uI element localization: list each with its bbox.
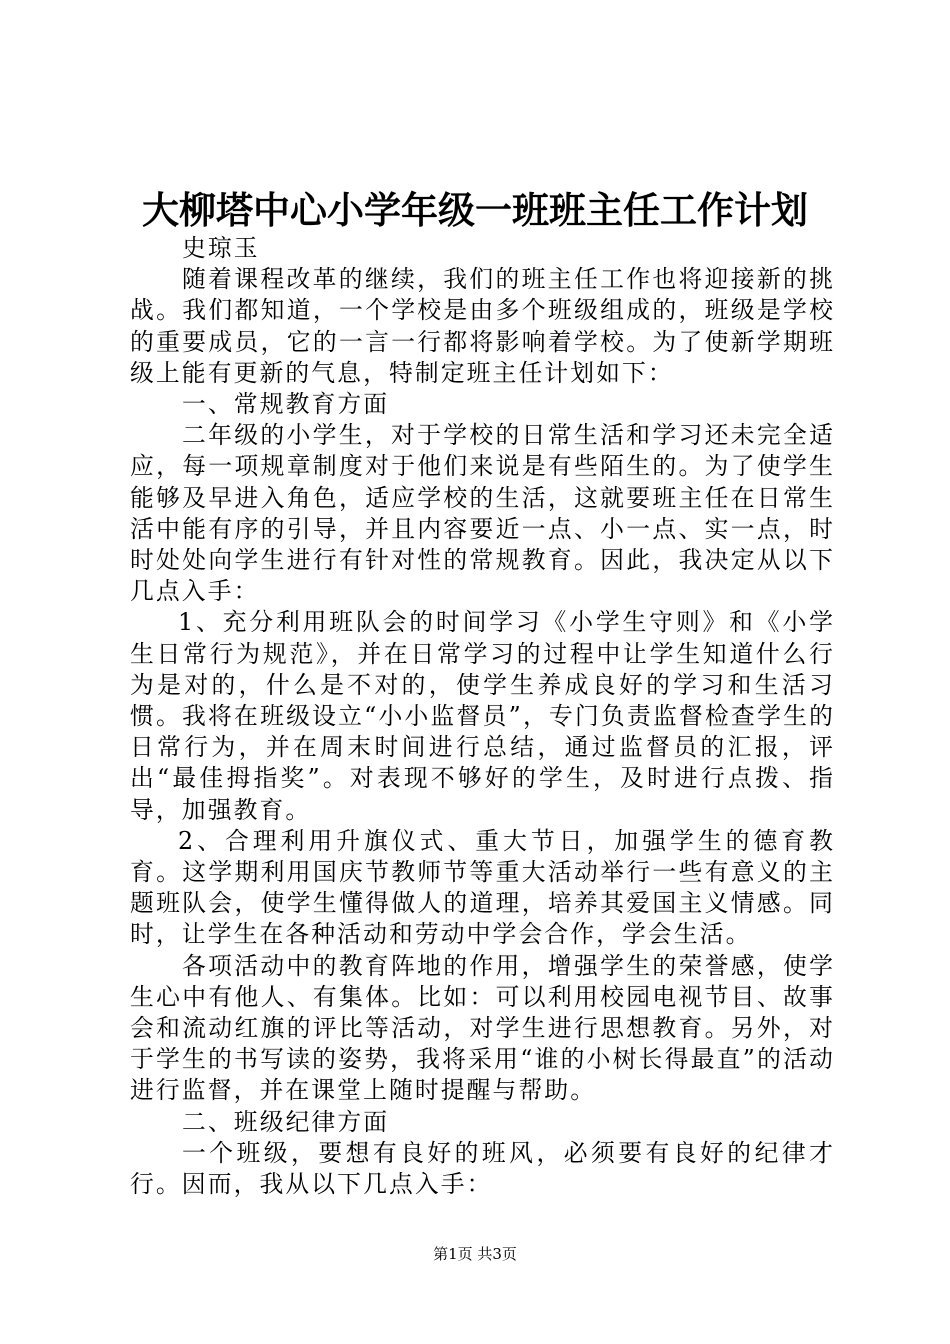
document-title: 大柳塔中心小学年级一班班主任工作计划: [142, 188, 808, 232]
activities-paragraph: 各项活动中的教育阵地的作用，增强学生的荣誉感，使学生心中有他人、有集体。比如：可以利用校园电视节目、故事会和流动红旗的评比等活动，对学生进行思想教育。另外，对于学生的书写读的姿势，我将采用“谁的小树长得最直”的活动进行监督，并在课堂上随时提醒与帮助。: [130, 951, 835, 1105]
section-heading-class-discipline: 二、班级纪律方面: [182, 1107, 390, 1136]
routine-item-2-paragraph: 2、合理利用升旗仪式、重大节日，加强学生的德育教育。这学期利用国庆节教师节等重大活动举行一些有意义的主题班队会，使学生懂得做人的道理，培养其爱国主义情感。同时，让学生在各种活动和劳动中学会合作，学会生活。: [130, 826, 835, 949]
intro-paragraph: 随着课程改革的继续，我们的班主任工作也将迎接新的挑战。我们都知道，一个学校是由多个班级组成的，班级是学校的重要成员，它的一言一行都将影响着学校。为了使新学期班级上能有更新的气息，特制定班主任计划如下：: [130, 265, 835, 387]
routine-education-paragraph: 二年级的小学生，对于学校的日常生活和学习还未完全适应，每一项规章制度对于他们来说是有些陌生的。为了使学生能够及早进入角色，适应学校的生活，这就要班主任在日常生活中能有序的引导，并且内容要近一点、小一点、实一点，时时处处向学生进行有针对性的常规教育。因此，我决定从以下几点入手：: [130, 421, 835, 606]
routine-item-1-paragraph: 1、充分利用班队会的时间学习《小学生守则》和《小学生日常行为规范》，并在日常学习的过程中让学生知道什么行为是对的，什么是不对的，使学生养成良好的学习和生活习惯。我将在班级设立“小小监督员”，专门负责监督检查学生的日常行为，并在周末时间进行总结，通过监督员的汇报，评出“最佳拇指奖”。对表现不够好的学生，及时进行点拨、指导，加强教育。: [130, 608, 835, 824]
document-body: [130, 233, 835, 1200]
discipline-paragraph: 一个班级，要想有良好的班风，必须要有良好的纪律才行。因而，我从以下几点入手：: [130, 1138, 835, 1199]
section-heading-routine-education: 一、常规教育方面: [182, 390, 390, 419]
page-footer: 第1页 共3页: [433, 1245, 517, 1263]
author-name: 史琼玉: [182, 234, 260, 262]
